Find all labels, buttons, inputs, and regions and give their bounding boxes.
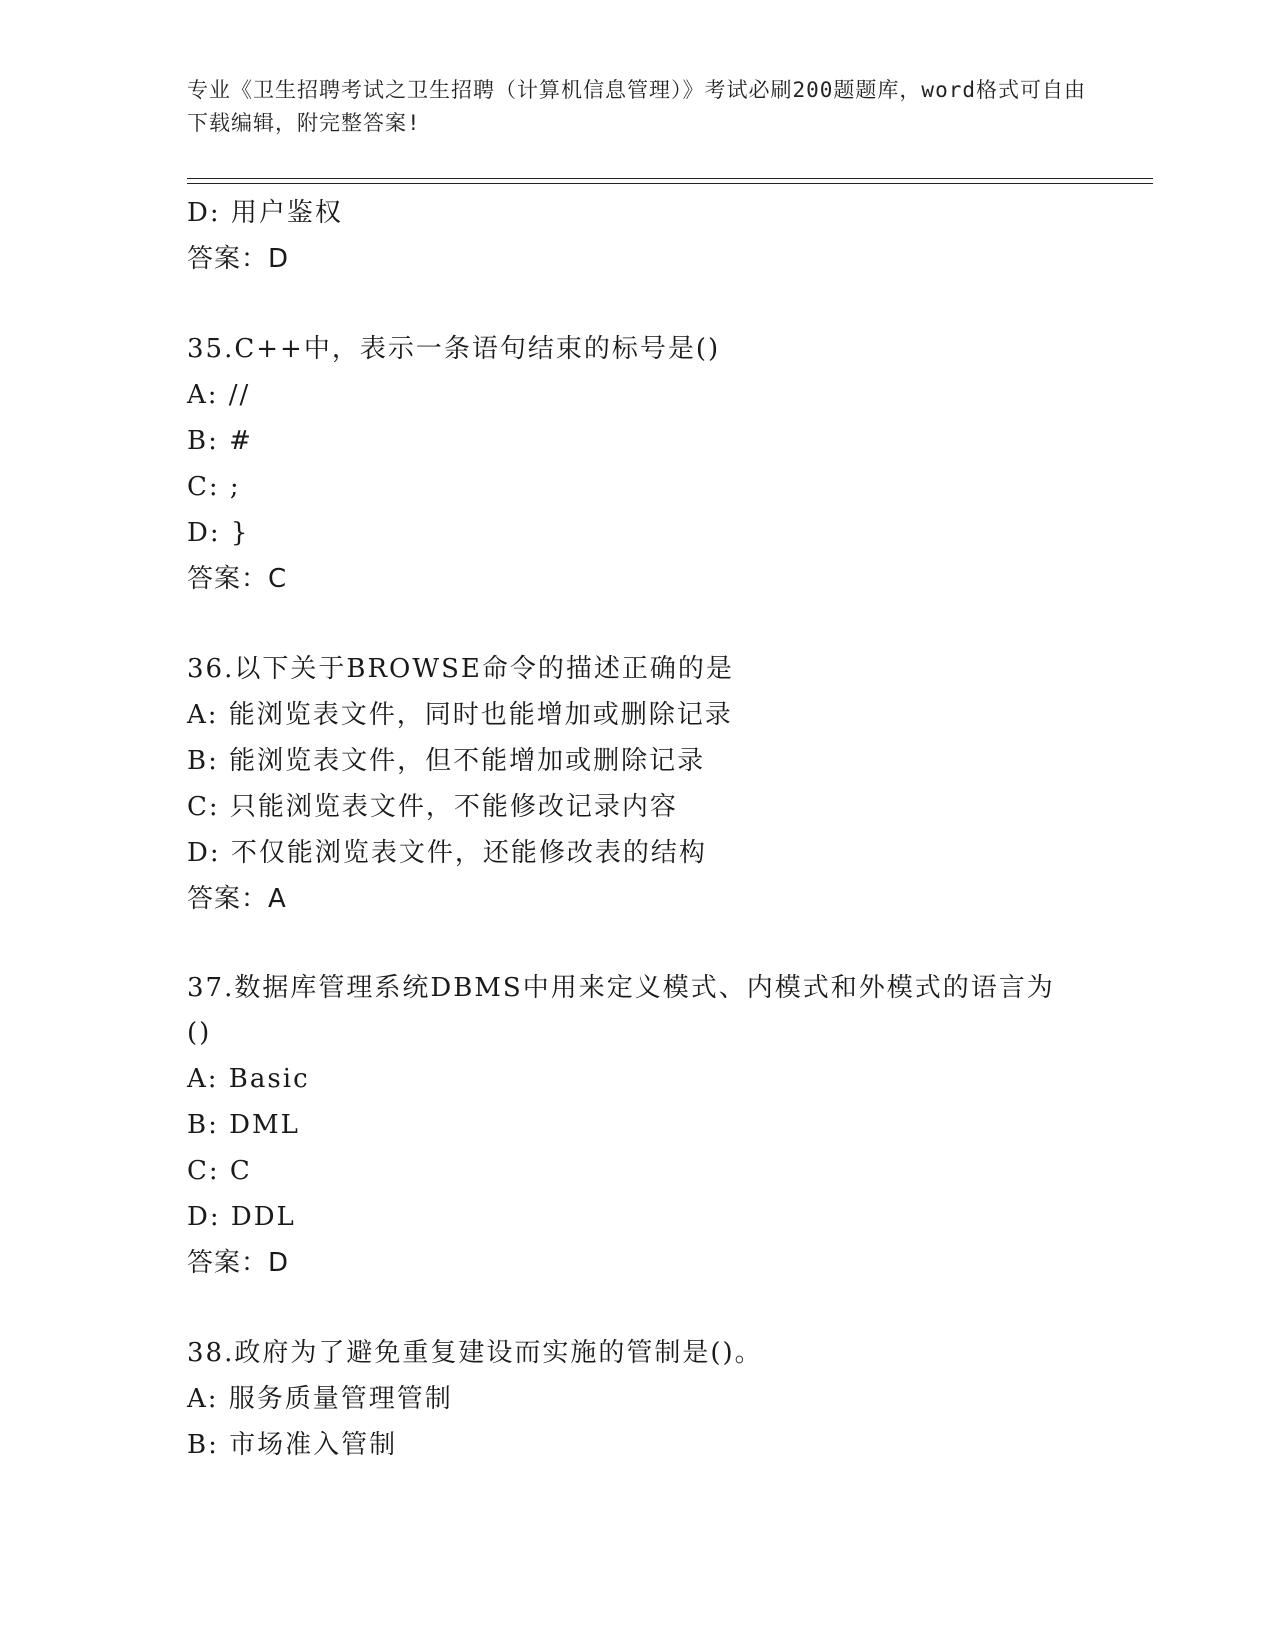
question-35 xyxy=(187,326,1153,602)
answer-line: 答案：C xyxy=(187,564,288,594)
question-stem: 37.数据库管理系统DBMS中用来定义模式、内模式和外模式的语言为() xyxy=(187,973,1055,1048)
option-b: B: # xyxy=(187,426,253,456)
option-b: B: 能浏览表文件，但不能增加或删除记录 xyxy=(187,746,706,776)
answer-line: 答案：D xyxy=(187,244,290,274)
option-c: C: ; xyxy=(187,472,241,502)
question-38 xyxy=(187,1330,1153,1468)
question-stem: 38.政府为了避免重复建设而实施的管制是()。 xyxy=(187,1338,763,1368)
question-list xyxy=(187,190,1153,1468)
header-rule-bottom xyxy=(187,183,1153,184)
question-stem: 36.以下关于BROWSE命令的描述正确的是 xyxy=(187,654,734,684)
option-a: A: // xyxy=(187,380,251,410)
header-rule-top xyxy=(187,178,1153,179)
option-d: D: DDL xyxy=(187,1202,296,1232)
option-d: D: 用户鉴权 xyxy=(187,198,343,228)
option-a: A: 能浏览表文件，同时也能增加或删除记录 xyxy=(187,700,733,730)
answer-line: 答案：A xyxy=(187,884,287,914)
document-header: 专业《卫生招聘考试之卫生招聘（计算机信息管理）》考试必刷200题题库，word格式可自由下载编辑，附完整答案! xyxy=(187,78,1086,135)
question-37 xyxy=(187,966,1153,1286)
question-36 xyxy=(187,646,1153,922)
option-a: A: Basic xyxy=(187,1064,310,1094)
option-a: A: 服务质量管理管制 xyxy=(187,1384,453,1414)
option-c: C: C xyxy=(187,1156,252,1186)
question-stem: 35.C++中，表示一条语句结束的标号是() xyxy=(187,334,721,364)
option-b: B: 市场准入管制 xyxy=(187,1430,398,1460)
option-d: D: } xyxy=(187,518,250,548)
option-c: C: 只能浏览表文件，不能修改记录内容 xyxy=(187,792,678,822)
option-d: D: 不仅能浏览表文件，还能修改表的结构 xyxy=(187,838,707,868)
answer-line: 答案：D xyxy=(187,1248,290,1278)
option-b: B: DML xyxy=(187,1110,300,1140)
